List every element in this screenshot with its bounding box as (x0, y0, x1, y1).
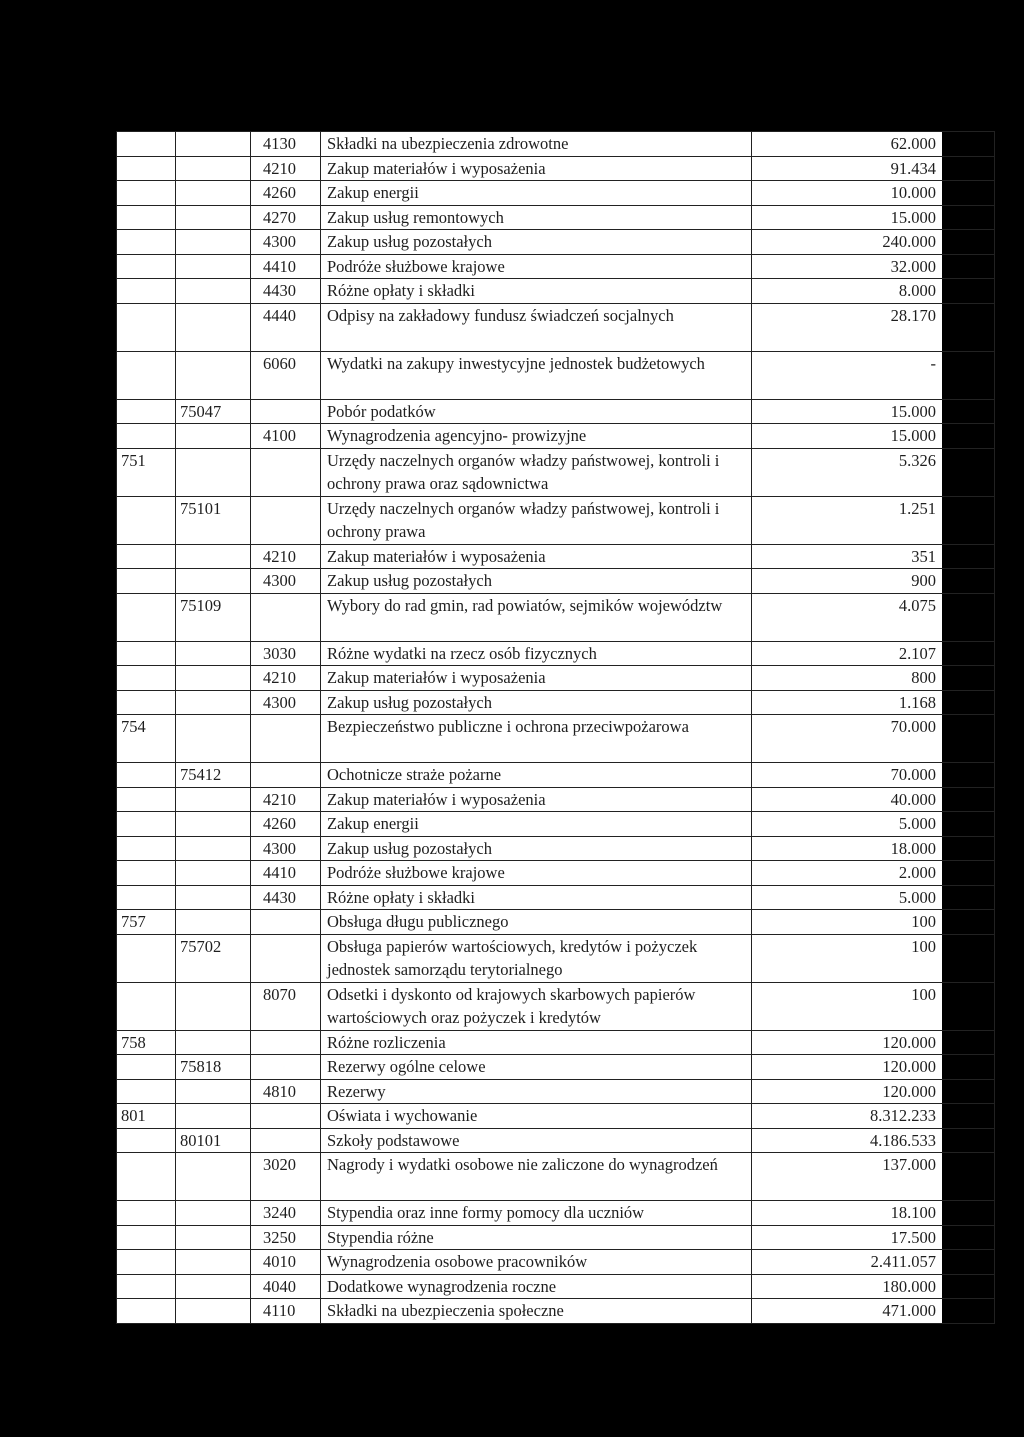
rozdzial-cell (176, 448, 251, 496)
rozdzial-cell (176, 1030, 251, 1055)
amount-cell: 2.411.057 (752, 1250, 995, 1275)
description-cell: Ochotnicze straże pożarne (321, 763, 752, 788)
amount-cell: 8.000 (752, 279, 995, 304)
amount-cell: 120.000 (752, 1055, 995, 1080)
paragraf-cell: 4260 (251, 181, 321, 206)
rozdzial-cell (176, 181, 251, 206)
rozdzial-cell (176, 787, 251, 812)
table-row (117, 861, 995, 886)
dzial-cell (117, 254, 176, 279)
rozdzial-cell (176, 1201, 251, 1226)
dzial-cell (117, 132, 176, 157)
amount-cell: 70.000 (752, 715, 995, 763)
dzial-cell (117, 303, 176, 351)
amount-cell: 2.107 (752, 641, 995, 666)
table-row (117, 205, 995, 230)
table-row (117, 641, 995, 666)
amount-cell: 5.000 (752, 812, 995, 837)
rozdzial-cell (176, 1104, 251, 1129)
description-cell: Podróże służbowe krajowe (321, 861, 752, 886)
dzial-cell (117, 836, 176, 861)
dzial-cell (117, 544, 176, 569)
description-cell: Odpisy na zakładowy fundusz świadczeń socjalnych (321, 303, 752, 351)
description-cell: Składki na ubezpieczenia społeczne (321, 1299, 752, 1324)
paragraf-cell: 4300 (251, 836, 321, 861)
table-row (117, 836, 995, 861)
rozdzial-cell (176, 303, 251, 351)
paragraf-cell: 4300 (251, 230, 321, 255)
amount-cell: 1.251 (752, 496, 995, 544)
paragraf-cell: 4430 (251, 885, 321, 910)
dzial-cell (117, 1299, 176, 1324)
table-row (117, 666, 995, 691)
table-row (117, 1104, 995, 1129)
rozdzial-cell (176, 641, 251, 666)
dzial-cell (117, 1274, 176, 1299)
rozdzial-cell (176, 351, 251, 399)
amount-cell: 240.000 (752, 230, 995, 255)
table-row (117, 569, 995, 594)
amount-cell: 17.500 (752, 1225, 995, 1250)
description-cell: Bezpieczeństwo publiczne i ochrona przeciwpożarowa (321, 715, 752, 763)
dzial-cell (117, 1201, 176, 1226)
paragraf-cell: 4270 (251, 205, 321, 230)
paragraf-cell (251, 1055, 321, 1080)
amount-cell: - (752, 351, 995, 399)
paragraf-cell: 6060 (251, 351, 321, 399)
table-row (117, 399, 995, 424)
amount-cell: 5.326 (752, 448, 995, 496)
dzial-cell (117, 593, 176, 641)
dzial-cell (117, 690, 176, 715)
rozdzial-cell (176, 982, 251, 1030)
description-cell: Rezerwy (321, 1079, 752, 1104)
rozdzial-cell (176, 690, 251, 715)
table-row (117, 1153, 995, 1201)
description-cell: Wydatki na zakupy inwestycyjne jednostek budżetowych (321, 351, 752, 399)
rozdzial-cell (176, 885, 251, 910)
table-row (117, 448, 995, 496)
paragraf-cell (251, 399, 321, 424)
dzial-cell (117, 496, 176, 544)
table-row (117, 690, 995, 715)
rozdzial-cell (176, 132, 251, 157)
paragraf-cell: 4040 (251, 1274, 321, 1299)
table-row (117, 1201, 995, 1226)
dzial-cell (117, 156, 176, 181)
paragraf-cell: 4210 (251, 544, 321, 569)
paragraf-cell: 8070 (251, 982, 321, 1030)
paragraf-cell: 4810 (251, 1079, 321, 1104)
dzial-cell: 801 (117, 1104, 176, 1129)
rozdzial-cell (176, 1079, 251, 1104)
paragraf-cell: 3020 (251, 1153, 321, 1201)
description-cell: Zakup usług pozostałych (321, 230, 752, 255)
table-row (117, 1128, 995, 1153)
amount-cell: 120.000 (752, 1030, 995, 1055)
amount-cell: 100 (752, 934, 995, 982)
table-row (117, 544, 995, 569)
dzial-cell (117, 885, 176, 910)
description-cell: Różne opłaty i składki (321, 885, 752, 910)
dzial-cell (117, 279, 176, 304)
rozdzial-cell: 75047 (176, 399, 251, 424)
description-cell: Zakup usług pozostałych (321, 569, 752, 594)
dzial-cell: 751 (117, 448, 176, 496)
paragraf-cell (251, 448, 321, 496)
paragraf-cell: 4300 (251, 690, 321, 715)
table-row (117, 1055, 995, 1080)
paragraf-cell (251, 1128, 321, 1153)
amount-cell: 1.168 (752, 690, 995, 715)
paragraf-cell: 4300 (251, 569, 321, 594)
dzial-cell (117, 230, 176, 255)
paragraf-cell: 4210 (251, 156, 321, 181)
description-cell: Różne rozliczenia (321, 1030, 752, 1055)
amount-cell: 62.000 (752, 132, 995, 157)
description-cell: Nagrody i wydatki osobowe nie zaliczone do wynagrodzeń (321, 1153, 752, 1201)
rozdzial-cell (176, 424, 251, 449)
paragraf-cell (251, 1104, 321, 1129)
paragraf-cell: 4430 (251, 279, 321, 304)
paragraf-cell: 4100 (251, 424, 321, 449)
description-cell: Wynagrodzenia osobowe pracowników (321, 1250, 752, 1275)
table-row (117, 1299, 995, 1324)
rozdzial-cell (176, 836, 251, 861)
amount-cell: 28.170 (752, 303, 995, 351)
description-cell: Stypendia różne (321, 1225, 752, 1250)
amount-cell: 120.000 (752, 1079, 995, 1104)
dzial-cell (117, 666, 176, 691)
dzial-cell (117, 1079, 176, 1104)
description-cell: Zakup energii (321, 812, 752, 837)
amount-cell: 70.000 (752, 763, 995, 788)
expenditure-table-body (117, 132, 995, 1324)
paragraf-cell (251, 934, 321, 982)
rozdzial-cell (176, 910, 251, 935)
amount-cell: 4.075 (752, 593, 995, 641)
description-cell: Oświata i wychowanie (321, 1104, 752, 1129)
table-row (117, 787, 995, 812)
description-cell: Zakup materiałów i wyposażenia (321, 787, 752, 812)
dzial-cell (117, 181, 176, 206)
rozdzial-cell: 80101 (176, 1128, 251, 1153)
description-cell: Zakup usług pozostałych (321, 690, 752, 715)
rozdzial-cell (176, 861, 251, 886)
description-cell: Zakup materiałów i wyposażenia (321, 544, 752, 569)
rozdzial-cell: 75412 (176, 763, 251, 788)
rozdzial-cell (176, 230, 251, 255)
paragraf-cell: 4210 (251, 666, 321, 691)
paragraf-cell: 3240 (251, 1201, 321, 1226)
paragraf-cell: 4110 (251, 1299, 321, 1324)
rozdzial-cell (176, 715, 251, 763)
dzial-cell (117, 1225, 176, 1250)
paragraf-cell: 3250 (251, 1225, 321, 1250)
rozdzial-cell (176, 254, 251, 279)
table-row (117, 230, 995, 255)
paragraf-cell: 4410 (251, 254, 321, 279)
dzial-cell (117, 1153, 176, 1201)
table-row (117, 982, 995, 1030)
table-row (117, 593, 995, 641)
paragraf-cell (251, 715, 321, 763)
amount-cell: 18.100 (752, 1201, 995, 1226)
paragraf-cell (251, 1030, 321, 1055)
table-row (117, 1030, 995, 1055)
description-cell: Urzędy naczelnych organów władzy państwowej, kontroli i ochrony prawa oraz sądownictwa (321, 448, 752, 496)
table-row (117, 1079, 995, 1104)
amount-cell: 8.312.233 (752, 1104, 995, 1129)
description-cell: Urzędy naczelnych organów władzy państwowej, kontroli i ochrony prawa (321, 496, 752, 544)
dzial-cell (117, 399, 176, 424)
description-cell: Zakup usług remontowych (321, 205, 752, 230)
table-row (117, 279, 995, 304)
amount-cell: 100 (752, 982, 995, 1030)
rozdzial-cell: 75109 (176, 593, 251, 641)
rozdzial-cell (176, 1153, 251, 1201)
dzial-cell: 758 (117, 1030, 176, 1055)
table-row (117, 812, 995, 837)
dzial-cell: 754 (117, 715, 176, 763)
amount-cell: 10.000 (752, 181, 995, 206)
table-row (117, 424, 995, 449)
rozdzial-cell (176, 569, 251, 594)
dzial-cell (117, 569, 176, 594)
amount-cell: 15.000 (752, 399, 995, 424)
description-cell: Odsetki i dyskonto od krajowych skarbowych papierów wartościowych oraz pożyczek i kredytów (321, 982, 752, 1030)
description-cell: Podróże służbowe krajowe (321, 254, 752, 279)
amount-cell: 15.000 (752, 424, 995, 449)
paragraf-cell: 4130 (251, 132, 321, 157)
rozdzial-cell (176, 156, 251, 181)
amount-cell: 40.000 (752, 787, 995, 812)
rozdzial-cell (176, 1274, 251, 1299)
budget-document (116, 131, 942, 1324)
dzial-cell (117, 861, 176, 886)
dzial-cell (117, 424, 176, 449)
description-cell: Zakup materiałów i wyposażenia (321, 156, 752, 181)
table-row (117, 934, 995, 982)
description-cell: Zakup materiałów i wyposażenia (321, 666, 752, 691)
paragraf-cell: 4210 (251, 787, 321, 812)
amount-cell: 471.000 (752, 1299, 995, 1324)
paragraf-cell (251, 910, 321, 935)
dzial-cell (117, 641, 176, 666)
dzial-cell (117, 351, 176, 399)
dzial-cell (117, 763, 176, 788)
description-cell: Szkoły podstawowe (321, 1128, 752, 1153)
dzial-cell (117, 812, 176, 837)
description-cell: Obsługa długu publicznego (321, 910, 752, 935)
dzial-cell (117, 982, 176, 1030)
table-row (117, 351, 995, 399)
table-row (117, 496, 995, 544)
dzial-cell (117, 1128, 176, 1153)
amount-cell: 32.000 (752, 254, 995, 279)
rozdzial-cell: 75818 (176, 1055, 251, 1080)
expenditure-table (116, 131, 995, 1324)
table-row (117, 156, 995, 181)
table-row (117, 1250, 995, 1275)
rozdzial-cell (176, 1299, 251, 1324)
amount-cell: 5.000 (752, 885, 995, 910)
rozdzial-cell (176, 1250, 251, 1275)
rozdzial-cell (176, 812, 251, 837)
description-cell: Dodatkowe wynagrodzenia roczne (321, 1274, 752, 1299)
amount-cell: 4.186.533 (752, 1128, 995, 1153)
paragraf-cell: 4010 (251, 1250, 321, 1275)
rozdzial-cell: 75101 (176, 496, 251, 544)
table-row (117, 885, 995, 910)
table-row (117, 303, 995, 351)
paragraf-cell: 4440 (251, 303, 321, 351)
description-cell: Składki na ubezpieczenia zdrowotne (321, 132, 752, 157)
description-cell: Pobór podatków (321, 399, 752, 424)
description-cell: Obsługa papierów wartościowych, kredytów i pożyczek jednostek samorządu terytorialnego (321, 934, 752, 982)
amount-cell: 800 (752, 666, 995, 691)
table-row (117, 763, 995, 788)
amount-cell: 351 (752, 544, 995, 569)
table-row (117, 132, 995, 157)
paragraf-cell (251, 496, 321, 544)
amount-cell: 180.000 (752, 1274, 995, 1299)
description-cell: Różne wydatki na rzecz osób fizycznych (321, 641, 752, 666)
amount-cell: 18.000 (752, 836, 995, 861)
table-row (117, 715, 995, 763)
description-cell: Wybory do rad gmin, rad powiatów, sejmików województw (321, 593, 752, 641)
rozdzial-cell (176, 666, 251, 691)
paragraf-cell (251, 763, 321, 788)
dzial-cell: 757 (117, 910, 176, 935)
dzial-cell (117, 934, 176, 982)
rozdzial-cell: 75702 (176, 934, 251, 982)
rozdzial-cell (176, 279, 251, 304)
rozdzial-cell (176, 205, 251, 230)
description-cell: Stypendia oraz inne formy pomocy dla uczniów (321, 1201, 752, 1226)
table-row (117, 910, 995, 935)
amount-cell: 100 (752, 910, 995, 935)
amount-cell: 2.000 (752, 861, 995, 886)
description-cell: Zakup usług pozostałych (321, 836, 752, 861)
amount-cell: 91.434 (752, 156, 995, 181)
amount-cell: 900 (752, 569, 995, 594)
table-row (117, 181, 995, 206)
paragraf-cell (251, 593, 321, 641)
description-cell: Rezerwy ogólne celowe (321, 1055, 752, 1080)
amount-cell: 137.000 (752, 1153, 995, 1201)
table-row (117, 1225, 995, 1250)
rozdzial-cell (176, 1225, 251, 1250)
paragraf-cell: 4260 (251, 812, 321, 837)
table-row (117, 254, 995, 279)
dzial-cell (117, 205, 176, 230)
amount-cell: 15.000 (752, 205, 995, 230)
description-cell: Wynagrodzenia agencyjno- prowizyjne (321, 424, 752, 449)
table-row (117, 1274, 995, 1299)
description-cell: Różne opłaty i składki (321, 279, 752, 304)
paragraf-cell: 4410 (251, 861, 321, 886)
dzial-cell (117, 1250, 176, 1275)
rozdzial-cell (176, 544, 251, 569)
dzial-cell (117, 1055, 176, 1080)
description-cell: Zakup energii (321, 181, 752, 206)
dzial-cell (117, 787, 176, 812)
paragraf-cell: 3030 (251, 641, 321, 666)
